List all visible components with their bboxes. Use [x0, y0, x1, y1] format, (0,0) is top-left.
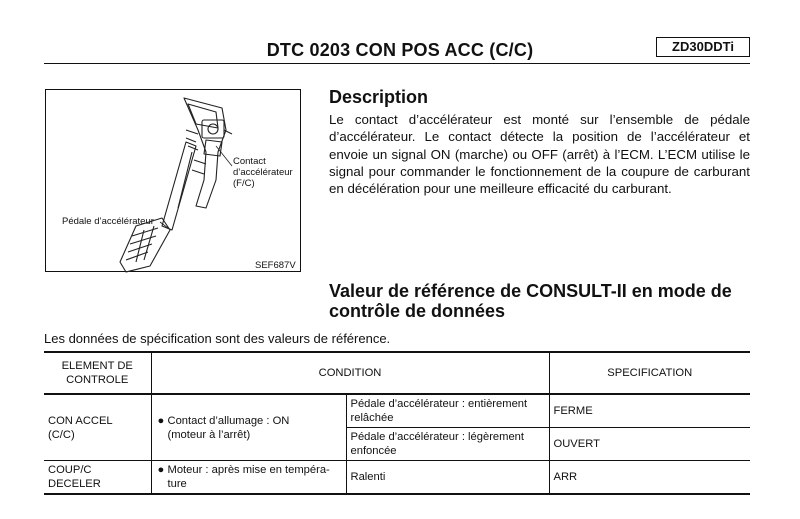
figure-code: SEF687V: [255, 260, 296, 271]
row-element: CON ACCEL (C/C): [44, 394, 151, 461]
bullet-icon: ●: [157, 414, 165, 427]
spec-table: [44, 351, 750, 495]
row-state: Pédale d’accélérateur : légèrement enfoncée: [346, 428, 549, 461]
bullet-icon: ●: [157, 464, 165, 476]
row-condition: ● Moteur : après mise en tempéra- ture: [151, 461, 346, 495]
description-body: Le contact d’accélérateur est monté sur l’ensemble de pédale d’accélérateur. Le contact détecte la position de l’accélérateur et envoie un signal ON (marche) ou OFF (arrêt) à l’ECM. L’ECM utilise le signal pour commander le fonctionnement de la coupure de carburant en décélération pour une meilleure efficacité du carburant.: [329, 112, 750, 197]
pedal-callout: Pédale d’accélérateur: [62, 216, 154, 227]
header-specification: SPECIFICATION: [549, 352, 750, 394]
page-title: DTC 0203 CON POS ACC (C/C): [266, 40, 534, 60]
table-header-row: [44, 352, 750, 394]
model-badge: ZD30DDTi: [656, 37, 750, 57]
row-spec: OUVERT: [549, 428, 750, 461]
description-heading: Description: [329, 87, 429, 107]
row-state: Ralenti: [346, 461, 549, 495]
row-state: Pédale d’accélérateur : entièrement relâchée: [346, 394, 549, 428]
header-condition: CONDITION: [151, 352, 549, 394]
table-row: [44, 461, 750, 495]
consult-heading: Valeur de référence de CONSULT-II en mode de contrôle de données: [329, 281, 732, 321]
contact-callout: Contact d’accélérateur (F/C): [233, 156, 293, 189]
table-row: [44, 394, 750, 428]
header-rule: [44, 63, 750, 64]
row-element: COUP/C DECELER: [44, 461, 151, 495]
row-spec: ARR: [549, 461, 750, 495]
row-spec: FERME: [549, 394, 750, 428]
pedal-illustration: [45, 89, 301, 272]
header-element: ELEMENT DE CONTROLE: [44, 352, 151, 394]
row-condition: ● Contact d’allumage : ON (moteur à l’arrêt): [151, 394, 346, 461]
spec-note: Les données de spécification sont des valeurs de référence.: [44, 331, 391, 346]
